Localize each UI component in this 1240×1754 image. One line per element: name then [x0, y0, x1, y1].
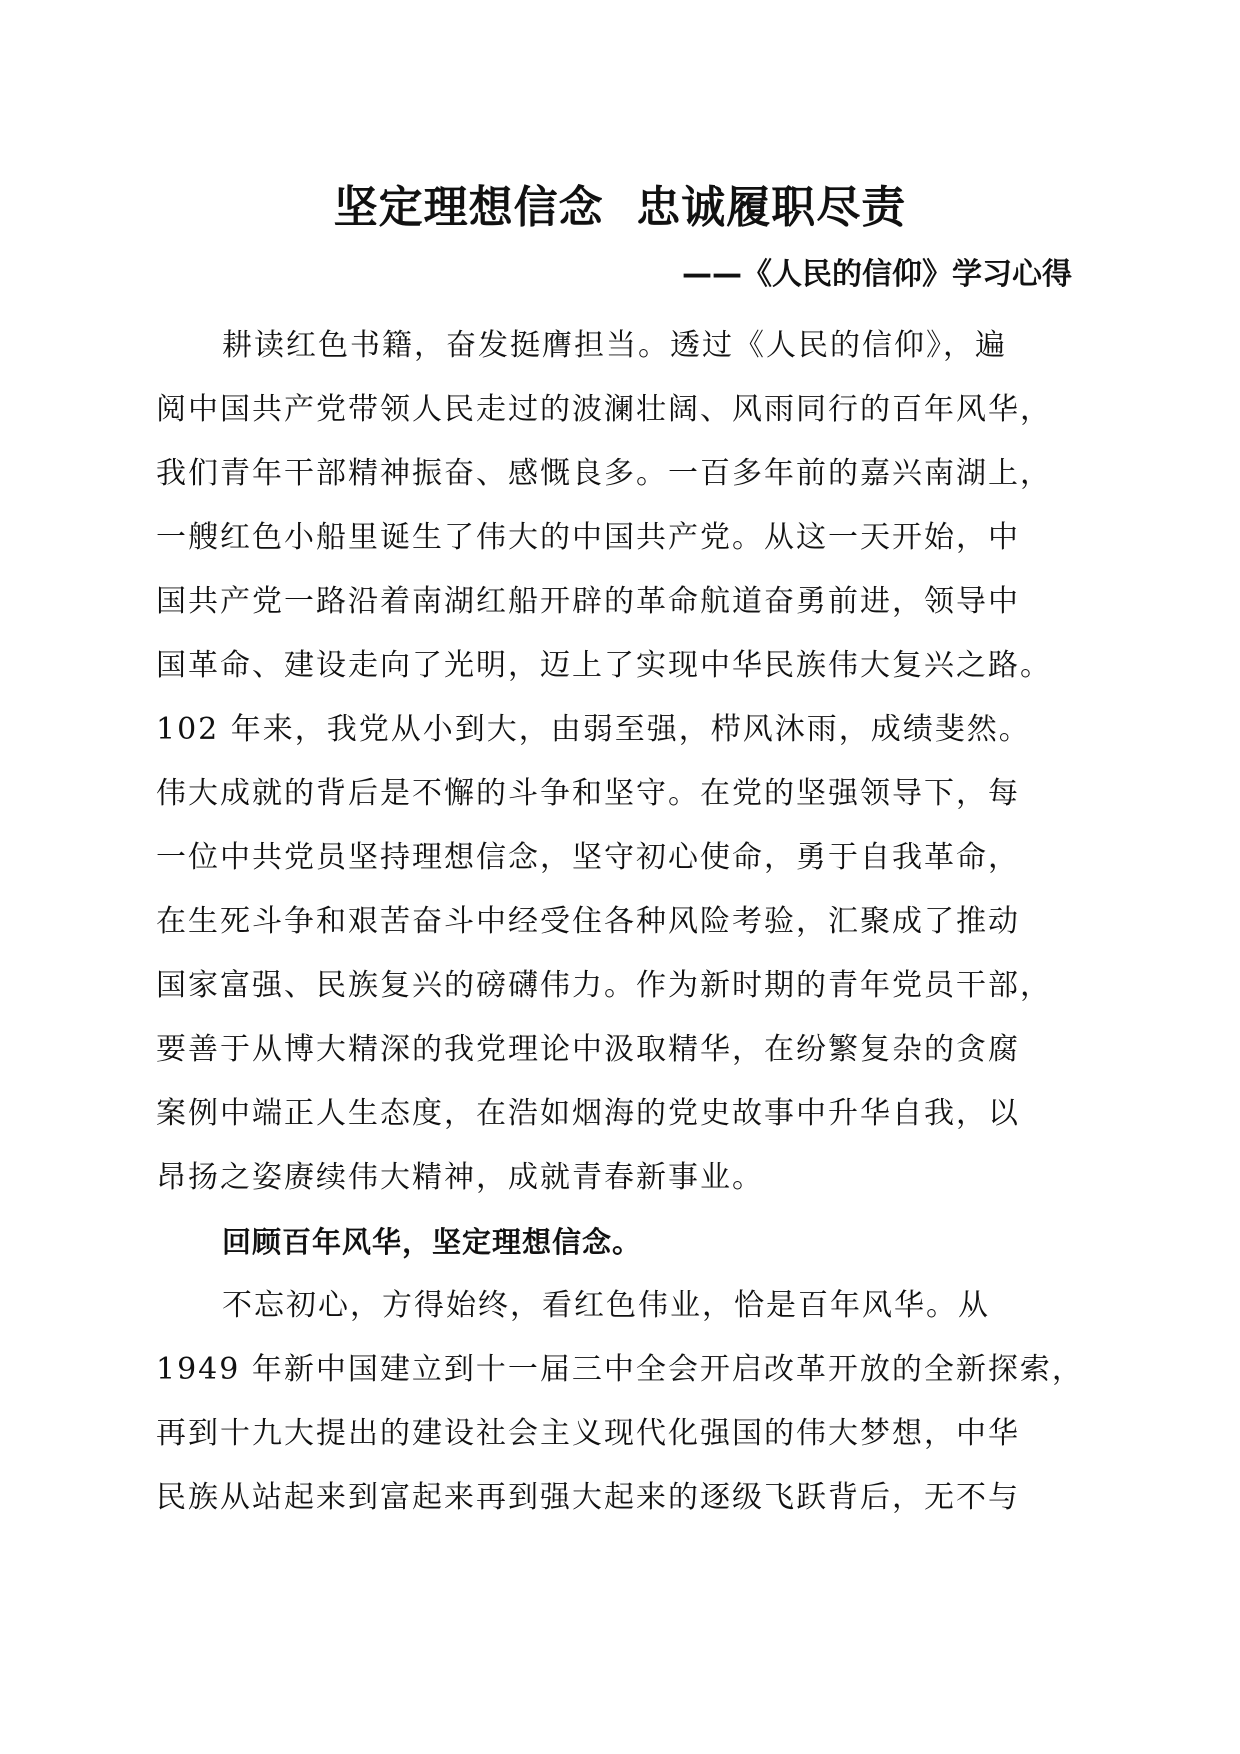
document-title: 坚定理想信念 忠诚履职尽责	[333, 182, 907, 233]
section-heading: 回顾百年风华，坚定理想信念。	[222, 1225, 643, 1259]
paragraph-2-line-3: 再到十九大提出的建设社会主义现代化强国的伟大梦想，中华	[156, 1416, 1020, 1451]
paragraph-1-line-9: 一位中共党员坚持理想信念，坚守初心使命，勇于自我革命，	[156, 840, 1020, 875]
paragraph-1-line-5: 国共产党一路沿着南湖红船开辟的革命航道奋勇前进，领导中	[156, 584, 1020, 619]
paragraph-1-line-1: 耕读红色书籍，奋发挺膺担当。透过《人民的信仰》，遍	[222, 328, 1007, 363]
document-body	[156, 314, 1086, 1530]
paragraph-2-line-2: 1949 年新中国建立到十一届三中全会开启改革开放的全新探索，	[156, 1352, 1084, 1387]
paragraph-2-line-4: 民族从站起来到富起来再到强大起来的逐级飞跃背后，无不与	[156, 1480, 1020, 1515]
paragraph-1-line-11: 国家富强、民族复兴的磅礴伟力。作为新时期的青年党员干部，	[156, 968, 1052, 1003]
paragraph-1-line-14: 昂扬之姿赓续伟大精神，成就青春新事业。	[156, 1160, 764, 1195]
paragraph-1-line-10: 在生死斗争和艰苦奋斗中经受住各种风险考验，汇聚成了推动	[156, 904, 1020, 939]
document-subtitle: ——《人民的信仰》学习心得	[682, 257, 1072, 292]
paragraph-2-line-1: 不忘初心，方得始终，看红色伟业，恰是百年风华。从	[222, 1288, 990, 1323]
paragraph-1-line-4: 一艘红色小船里诞生了伟大的中国共产党。从这一天开始，中	[156, 520, 1020, 555]
paragraph-1-line-3: 我们青年干部精神振奋、感慨良多。一百多年前的嘉兴南湖上，	[156, 456, 1052, 491]
paragraph-1-line-7: 102 年来，我党从小到大，由弱至强，栉风沐雨，成绩斐然。	[156, 712, 1031, 747]
paragraph-1-line-8: 伟大成就的背后是不懈的斗争和坚守。在党的坚强领导下，每	[156, 776, 1020, 811]
paragraph-1-line-6: 国革命、建设走向了光明，迈上了实现中华民族伟大复兴之路。	[156, 648, 1052, 683]
paragraph-1-line-12: 要善于从博大精深的我党理论中汲取精华，在纷繁复杂的贪腐	[156, 1032, 1020, 1067]
paragraph-1-line-13: 案例中端正人生态度，在浩如烟海的党史故事中升华自我，以	[156, 1096, 1020, 1131]
paragraph-1-line-2: 阅中国共产党带领人民走过的波澜壮阔、风雨同行的百年风华，	[156, 392, 1052, 427]
